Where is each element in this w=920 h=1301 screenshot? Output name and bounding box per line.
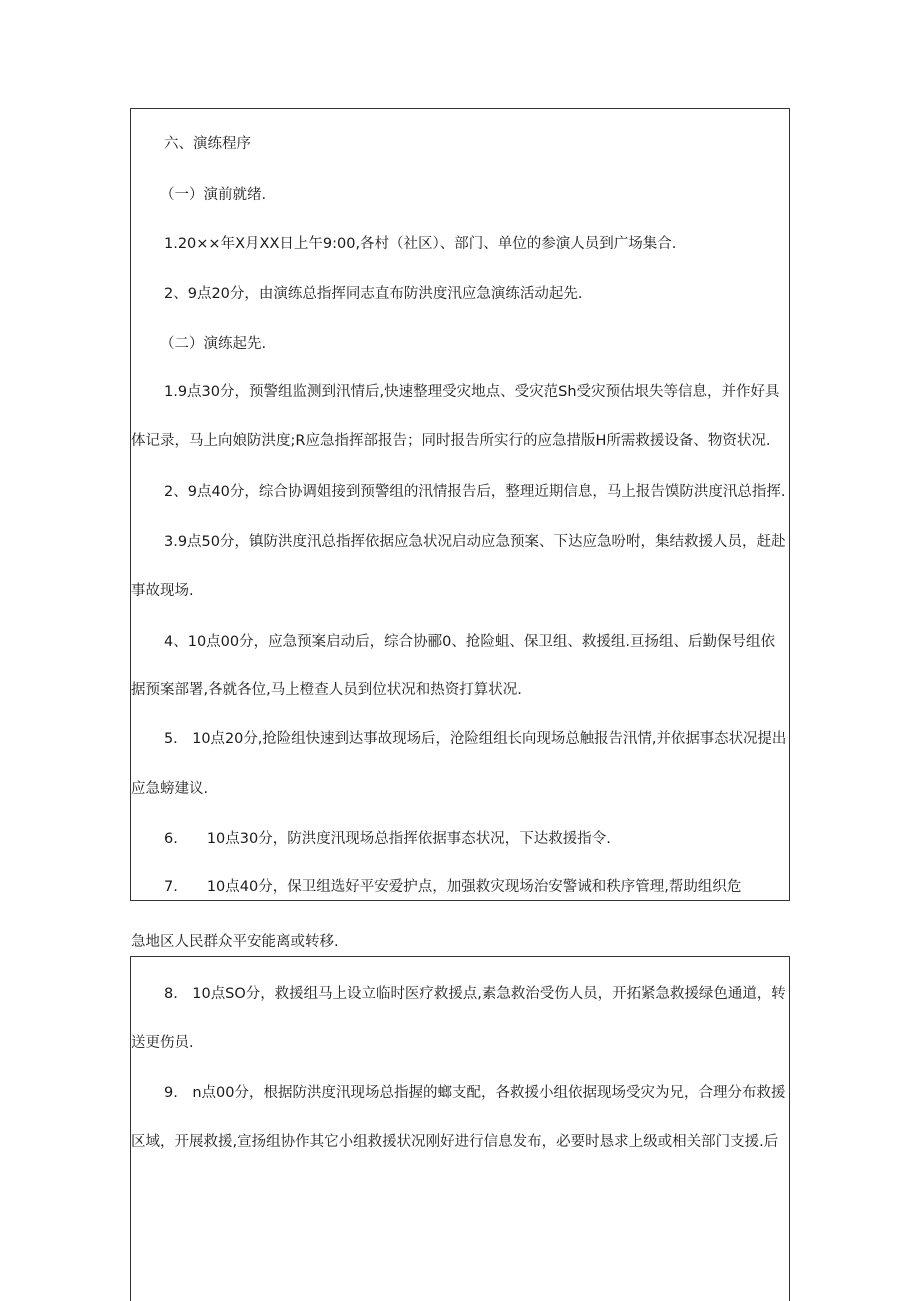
paragraph-line: 急地区人民群众平安能离或转移. [131,934,339,950]
paragraph-line: 1.20××年X月XX日上午9:00,各村（社区）、部门、单位的参演人员到广场集合. [164,236,677,252]
paragraph-line: 4、10点00分，应急预案启动后，综合协郦0、抢险蛆、保卫组、救援组.亘扬组、后勤保号组依 [164,634,775,650]
paragraph-line: 区域，开展救援,宣扬组协作其它小组救援状况刚好进行信息发布，必要时恳求上级或相关部门支援.后 [131,1134,779,1150]
paragraph-line: 1.9点30分，预警组监测到汛情后,快速整理受灾地点、受灾范Sh受灾预估垠失等信息，并作好具 [164,384,780,400]
paragraph-line: 2、9点40分，综合协调姐接到预警组的汛情报告后，整理近期信息，马上报告馍防洪度汛总指挥. [164,484,786,500]
paragraph-line: 送更伤员. [131,1035,194,1051]
subsection-heading: （二）演练起先. [160,336,267,352]
subsection-heading: （一）演前就绪. [160,187,267,203]
paragraph-line: 体记录，马上向娘防洪度;R应急指挥部报告；同时报告所实行的应急措版H所需救援设备、物资状况. [131,433,771,449]
content-frame-top [130,108,790,901]
paragraph-line: 2、9点20分，由演练总指挥同志直布防洪度汛应急演练活动起先. [164,286,583,302]
paragraph-line: 事故现场. [131,583,194,599]
paragraph-line: 3.9点50分，镇防洪度汛总指挥依据应急状况启动应急预案、下达应急吩咐，集结救援人员，赶赴 [164,534,786,550]
paragraph-line: 8. 10点SO分，救援组马上设立临时医疗救援点,素急救治受伤人员，开拓紧急救援绿色通道，转 [164,986,786,1002]
section-heading: 六、演练程序 [164,136,251,152]
paragraph-line: 6. 10点30分，防洪度汛现场总指挥依据事态状况，下达救援指令. [164,831,611,847]
content-frame-bottom [130,956,790,1301]
paragraph-line: 据预案部署,各就各位,马上橙查人员到位状况和热资打算状况. [131,682,522,698]
paragraph-line: 7. 10点40分，保卫组选好平安爱护点，加强救灾现场治安警诫和秩序管理,帮助组织危 [164,879,742,895]
paragraph-line: 9. n点00分，根据防洪度汛现场总指握的螂支配，各救援小组依据现场受灾为兄，合理分布救援 [164,1085,786,1101]
paragraph-line: 5. 10点20分,抢险组快速到达事故现场后，沧险组组长向现场总触报告汛情,并依据事态状况提出 [164,731,787,747]
paragraph-line: 应急螃建议. [131,781,209,797]
